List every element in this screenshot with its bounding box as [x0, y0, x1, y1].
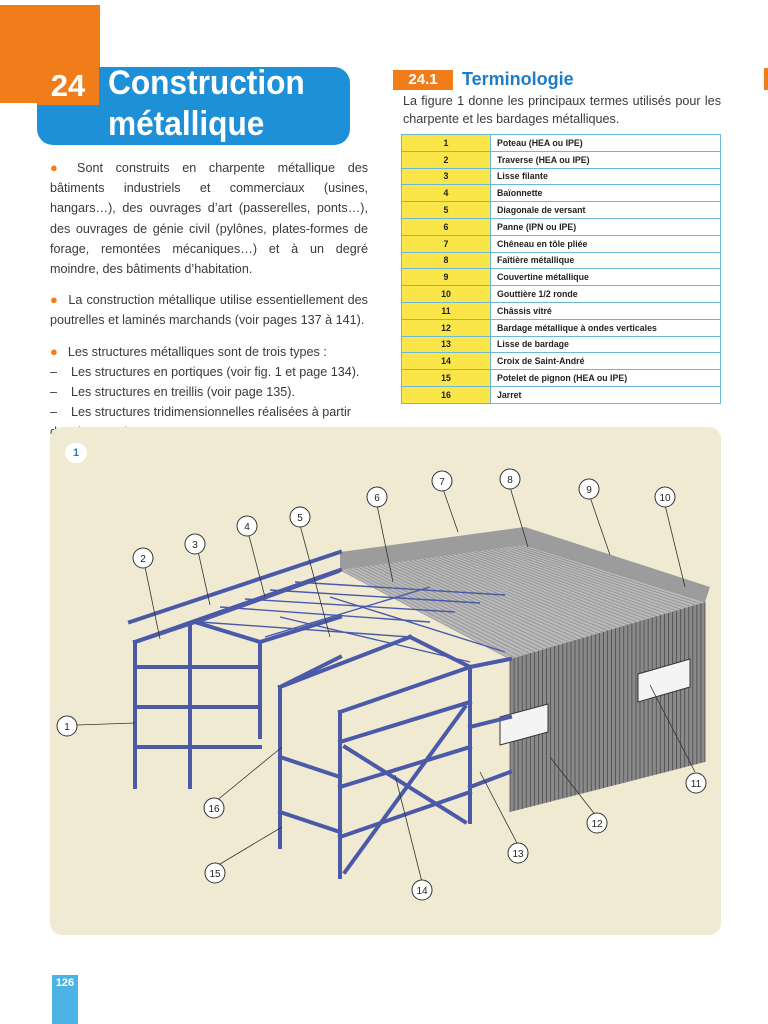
term-label: Croix de Saint-André: [491, 353, 721, 370]
term-number: 11: [402, 302, 491, 319]
term-label: Gouttière 1/2 ronde: [491, 286, 721, 303]
term-label: Potelet de pignon (HEA ou IPE): [491, 370, 721, 387]
term-number: 1: [402, 135, 491, 152]
term-number: 8: [402, 252, 491, 269]
term-number: 2: [402, 151, 491, 168]
term-number: 6: [402, 218, 491, 235]
callout-11: [686, 773, 706, 793]
term-label: Traverse (HEA ou IPE): [491, 151, 721, 168]
table-row: [402, 286, 721, 303]
callout-label: 5: [297, 513, 303, 524]
term-number: 7: [402, 235, 491, 252]
term-label: Jarret: [491, 386, 721, 403]
callout-label: 11: [690, 779, 702, 790]
callout-label: 9: [586, 485, 592, 496]
steel-building-illustration: [50, 427, 721, 935]
table-row: [402, 370, 721, 387]
callout-2: [133, 548, 153, 568]
table-row: [402, 252, 721, 269]
term-number: 15: [402, 370, 491, 387]
table-row: [402, 135, 721, 152]
section-title: Terminologie: [462, 69, 574, 89]
chapter-number: 24: [37, 67, 99, 105]
callout-5: [290, 507, 310, 527]
term-number: 3: [402, 168, 491, 185]
chapter-title-line2: métallique: [108, 105, 265, 143]
callout-label: 12: [591, 819, 603, 830]
table-row: [402, 185, 721, 202]
bullet-icon: ●: [50, 343, 58, 359]
term-label: Couvertine métallique: [491, 269, 721, 286]
term-label: Châssis vitré: [491, 302, 721, 319]
table-row: [402, 336, 721, 353]
callout-label: 7: [439, 477, 445, 488]
intro-text: [50, 158, 368, 454]
callout-14: [412, 880, 432, 900]
table-row: [402, 202, 721, 219]
callout-label: 4: [244, 522, 250, 533]
term-label: Lisse de bardage: [491, 336, 721, 353]
table-row: [402, 168, 721, 185]
page-number: 126: [55, 977, 75, 989]
term-label: Baïonnette: [491, 185, 721, 202]
callout-16: [204, 798, 224, 818]
term-label: Lisse filante: [491, 168, 721, 185]
callout-3: [185, 534, 205, 554]
callout-label: 8: [507, 475, 513, 486]
table-row: [402, 269, 721, 286]
term-label: Poteau (HEA ou IPE): [491, 135, 721, 152]
term-number: 14: [402, 353, 491, 370]
table-row: [402, 353, 721, 370]
callout-6: [367, 487, 387, 507]
table-row: [402, 151, 721, 168]
callout-13: [508, 843, 528, 863]
term-number: 16: [402, 386, 491, 403]
term-number: 13: [402, 336, 491, 353]
term-label: Chêneau en tôle pliée: [491, 235, 721, 252]
term-label: Bardage métallique à ondes verticales: [491, 319, 721, 336]
figure-number-badge: 1: [65, 443, 87, 463]
chapter-title: [108, 63, 305, 145]
callout-8: [500, 469, 520, 489]
callout-label: 16: [208, 804, 220, 815]
term-number: 5: [402, 202, 491, 219]
callout-9: [579, 479, 599, 499]
callout-label: 1: [64, 722, 70, 733]
intro-paragraph-2: ● La construction métallique utilise essentiellement des poutrelles et laminés marchands (voir pages 137 à 141).: [50, 292, 368, 328]
callout-10: [655, 487, 675, 507]
callout-label: 14: [416, 886, 428, 897]
callout-4: [237, 516, 257, 536]
term-label: Faîtière métallique: [491, 252, 721, 269]
term-number: 12: [402, 319, 491, 336]
bullet-icon: ●: [50, 292, 59, 308]
callout-label: 10: [659, 493, 671, 504]
callout-label: 13: [512, 849, 524, 860]
edge-marker: [764, 68, 768, 90]
table-row: [402, 302, 721, 319]
bullet-icon: ●: [50, 160, 68, 175]
callout-15: [205, 863, 225, 883]
section-number: 24.1: [393, 70, 453, 90]
table-row: [402, 386, 721, 403]
chapter-title-line1: Construction: [108, 64, 305, 102]
dash-item: – Les structures tridimensionnelles réalisées à partir: [50, 405, 351, 420]
callout-1: [57, 716, 77, 736]
term-number: 4: [402, 185, 491, 202]
term-label: Diagonale de versant: [491, 202, 721, 219]
section-text: La figure 1 donne les principaux termes utilisés pour les charpente et les bardages métalliques.: [403, 94, 721, 126]
terminology-table: [401, 134, 721, 404]
table-row: [402, 218, 721, 235]
term-label: Panne (IPN ou IPE): [491, 218, 721, 235]
term-number: 9: [402, 269, 491, 286]
callout-label: 15: [209, 869, 221, 880]
callout-7: [432, 471, 452, 491]
callout-label: 2: [140, 554, 146, 565]
callout-label: 6: [374, 493, 380, 504]
term-number: 10: [402, 286, 491, 303]
dash-item: – Les structures en portiques (voir fig. 1 et page 134).: [50, 364, 360, 379]
table-row: [402, 235, 721, 252]
table-row: [402, 319, 721, 336]
intro-paragraph-3: ● Les structures métalliques sont de trois types : – Les structures en portiques (voir fig. 1 et page 134). – Les structures en treillis (voir page 135). – Les structures tridimensionnelles réalisées à partir: [50, 342, 368, 443]
intro-paragraph-1: ● Sont construits en charpente métallique des bâtiments industriels et commerciaux (usines, hangars…), des ouvrages d’art (passerelles, ponts…), des ouvrages de génie civil (pylônes, plates-formes de forage, remontées mécaniques…) et à un degré moindre, des bâtiments d’habitation.: [50, 160, 368, 277]
callout-label: 3: [192, 540, 198, 551]
callout-12: [587, 813, 607, 833]
dash-item: – Les structures en treillis (voir page 135).: [50, 385, 295, 400]
